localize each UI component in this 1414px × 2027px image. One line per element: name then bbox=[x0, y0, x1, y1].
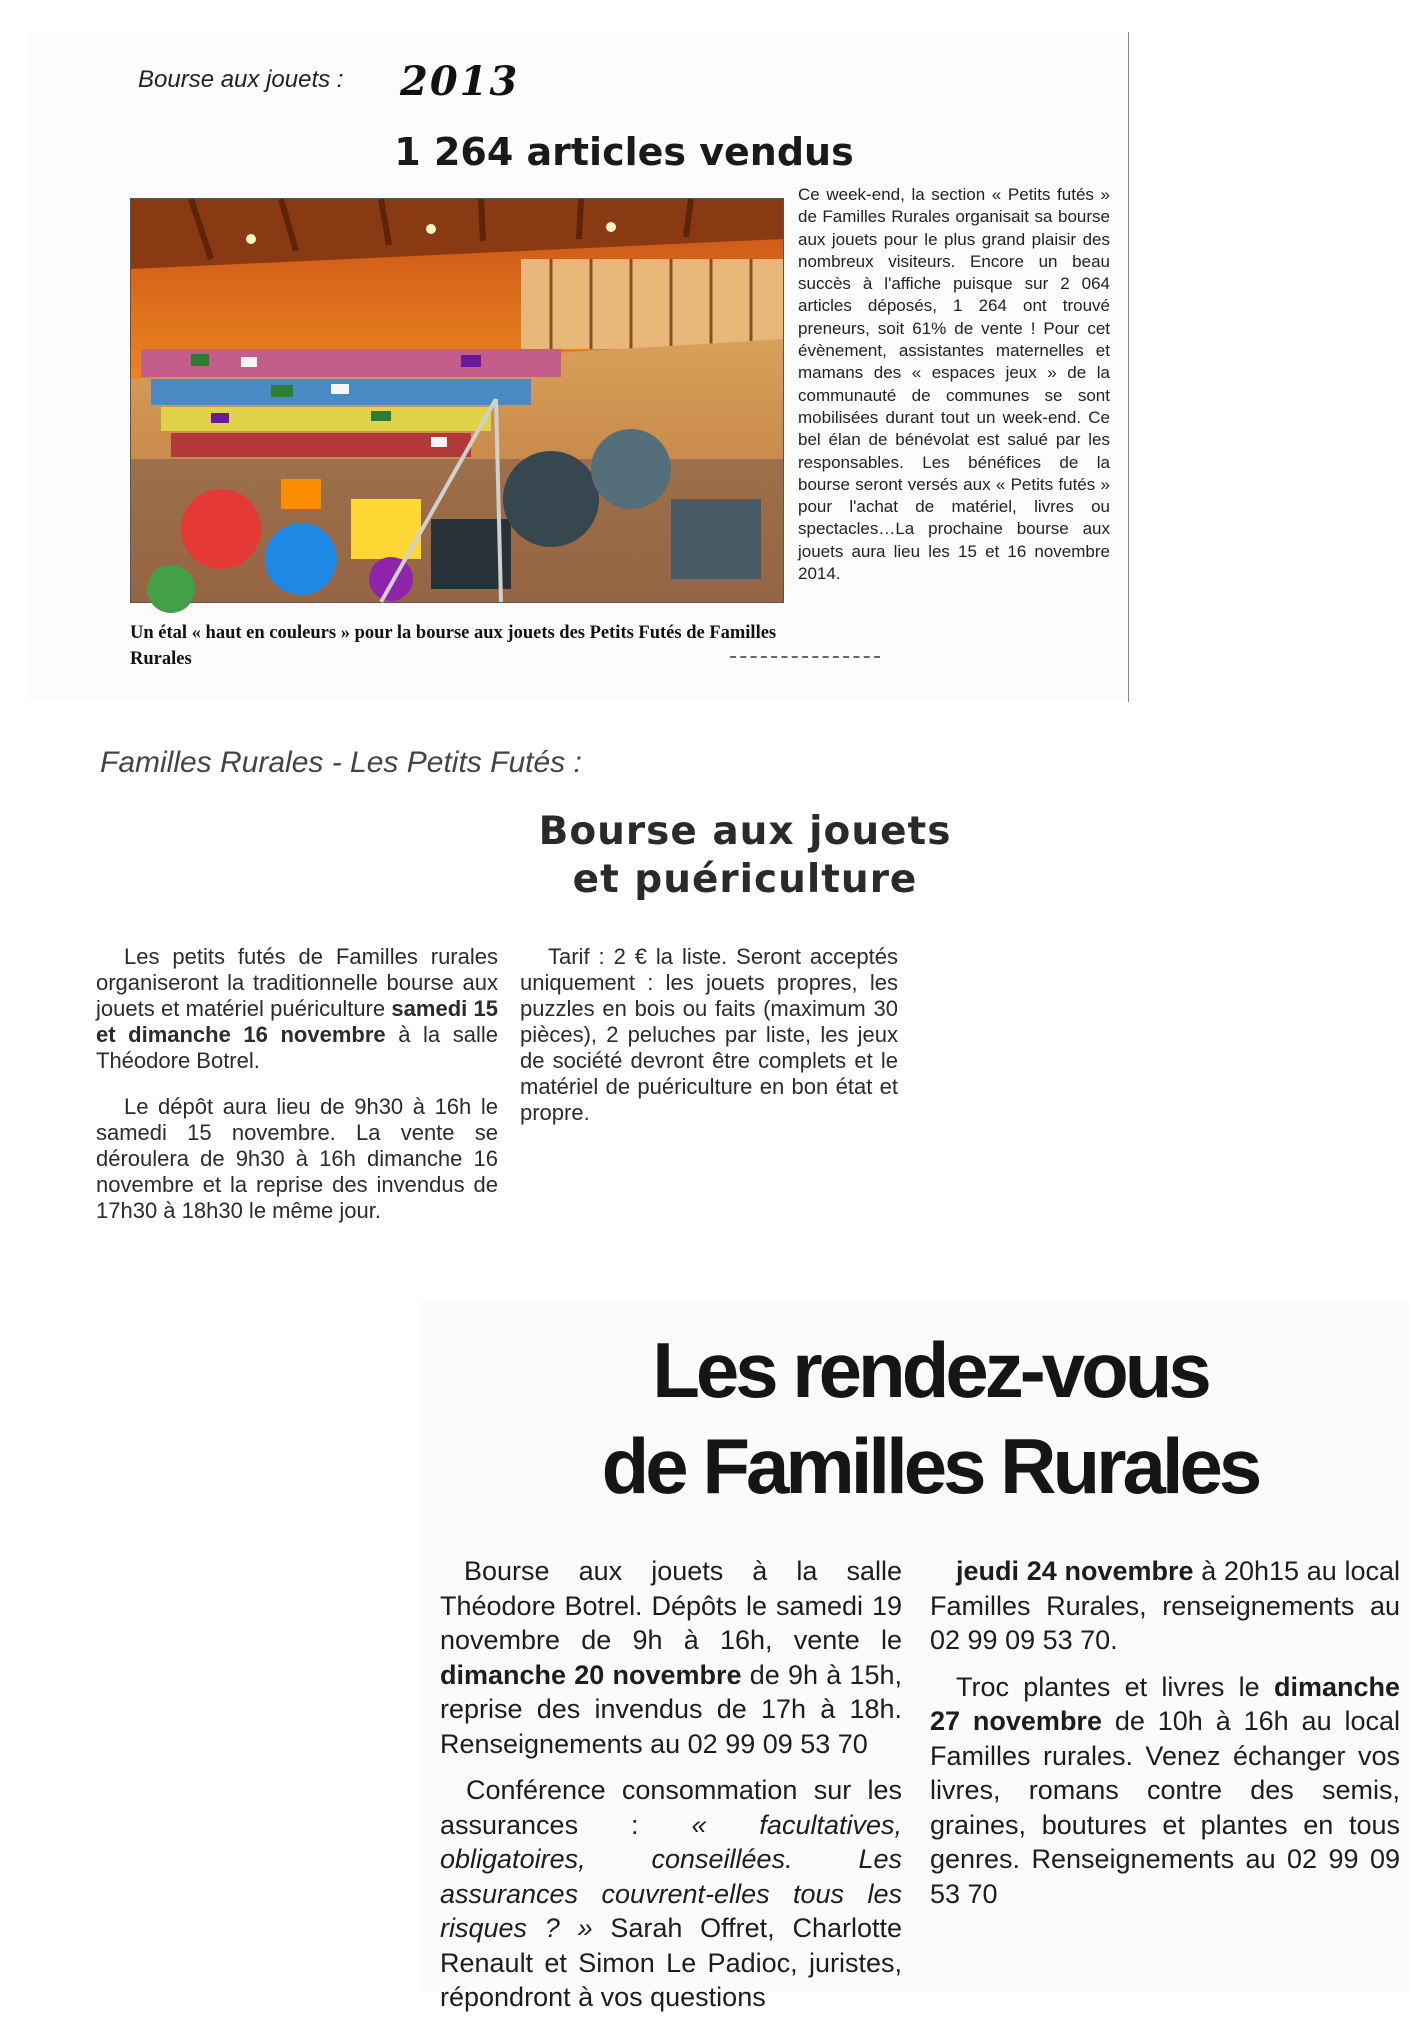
clipping-bourse-puericulture bbox=[70, 704, 1340, 1224]
clipping-rendez-vous bbox=[420, 1302, 1410, 2012]
clipping-bourse-2013 bbox=[30, 32, 1129, 702]
article3-headline-line1: Les rendez-vous bbox=[652, 1326, 1208, 1414]
article3-headline bbox=[420, 1322, 1410, 1514]
cut-line bbox=[730, 656, 880, 658]
article2-paragraph-1: Les petits futés de Familles rurales organiseront la traditionnelle bourse aux jouets et matériel puériculture samedi 15 et dimanche 16 novembre à la salle Théodore Botrel. bbox=[96, 944, 499, 1073]
handwritten-year: 2013 bbox=[400, 58, 520, 105]
article3-paragraph-1: Bourse aux jouets à la salle Théodore Botrel. Dépôts le samedi 19 novembre de 9h à 16h, vente le dimanche 20 novembre de 9h à 15h, reprise des invendus de 17h à 18h. Renseignements au 02 99 09 53 70 bbox=[440, 1556, 902, 1759]
article2-headline bbox=[70, 808, 1340, 904]
bleed-through-text bbox=[650, 72, 1090, 94]
article2-headline-line1: Bourse aux jouets bbox=[538, 809, 952, 854]
toy-fair-photo bbox=[130, 198, 784, 603]
article2-column-1b bbox=[96, 1094, 498, 1223]
article2-column-2 bbox=[520, 944, 898, 1154]
article2-column-1 bbox=[96, 944, 498, 1102]
article3-paragraph-2: Conférence consommation sur les assurances : « facultatives, obligatoires, conseillées. Les assurances couvrent-elles tous les risques ? » Sarah Offret, Charlotte Renault et Simon Le Padioc, juristes, répondront à vos questions bbox=[440, 1775, 902, 2012]
article3-column-2 bbox=[930, 1554, 1400, 1923]
article2-kicker: Familles Rurales - Les Petits Futés : bbox=[100, 746, 582, 779]
article3-column-1 bbox=[440, 1554, 902, 2027]
article1-kicker: Bourse aux jouets : bbox=[138, 66, 344, 93]
article1-photo-caption: Un étal « haut en couleurs » pour la bourse aux jouets des Petits Futés de Familles Rurales bbox=[130, 623, 777, 669]
article2-paragraph-3: Tarif : 2 € la liste. Seront acceptés uniquement : les jouets propres, les puzzles en bois ou faits (maximum 30 pièces), 2 peluches par liste, les jeux de société devront être complets et le matériel de puériculture en bon état et propre. bbox=[520, 944, 898, 1125]
article1-headline: 1 264 articles vendus bbox=[394, 130, 854, 174]
article1-body: Ce week-end, la section « Petits futés » de Familles Rurales organisait sa bourse aux jouets pour le plus grand plaisir des nombreux visiteurs. Encore un beau succès à l'affiche puisque sur 2 064 articles déposés, 1 264 ont trouvé preneurs, soit 61% de vente ! Pour cet évènement, assistantes maternelles et mamans des « espaces jeux » de la communauté de communes se sont mobilisées durant tout un week-end. Ce bel élan de bénévolat est salué par les responsables. Les bénéfices de la bourse seront versés aux « Petits futés » pour l'achat de matériel, livres ou spectacles…La prochaine bourse aux jouets aura lieu les 15 et 16 novembre 2014. bbox=[798, 185, 1110, 584]
article2-paragraph-2: Le dépôt aura lieu de 9h30 à 16h le samedi 15 novembre. La vente se déroulera de 9h30 à 16h dimanche 16 novembre et la reprise des invendus de 17h30 à 18h30 le même jour. bbox=[96, 1094, 498, 1223]
article3-paragraph-2-cont: jeudi 24 novembre à 20h15 au local Familles Rurales, renseignements au 02 99 09 53 70. bbox=[930, 1556, 1400, 1655]
article3-headline-line2: de Familles Rurales bbox=[601, 1422, 1259, 1510]
article2-headline-line2: et puériculture bbox=[572, 857, 918, 902]
article3-paragraph-3: Troc plantes et livres le dimanche 27 novembre de 10h à 16h au local Familles rurales. Venez échanger vos livres, romans contre des semis, graines, boutures et plantes en tous genres. Renseignements au 02 99 09 53 70 bbox=[930, 1671, 1401, 1909]
